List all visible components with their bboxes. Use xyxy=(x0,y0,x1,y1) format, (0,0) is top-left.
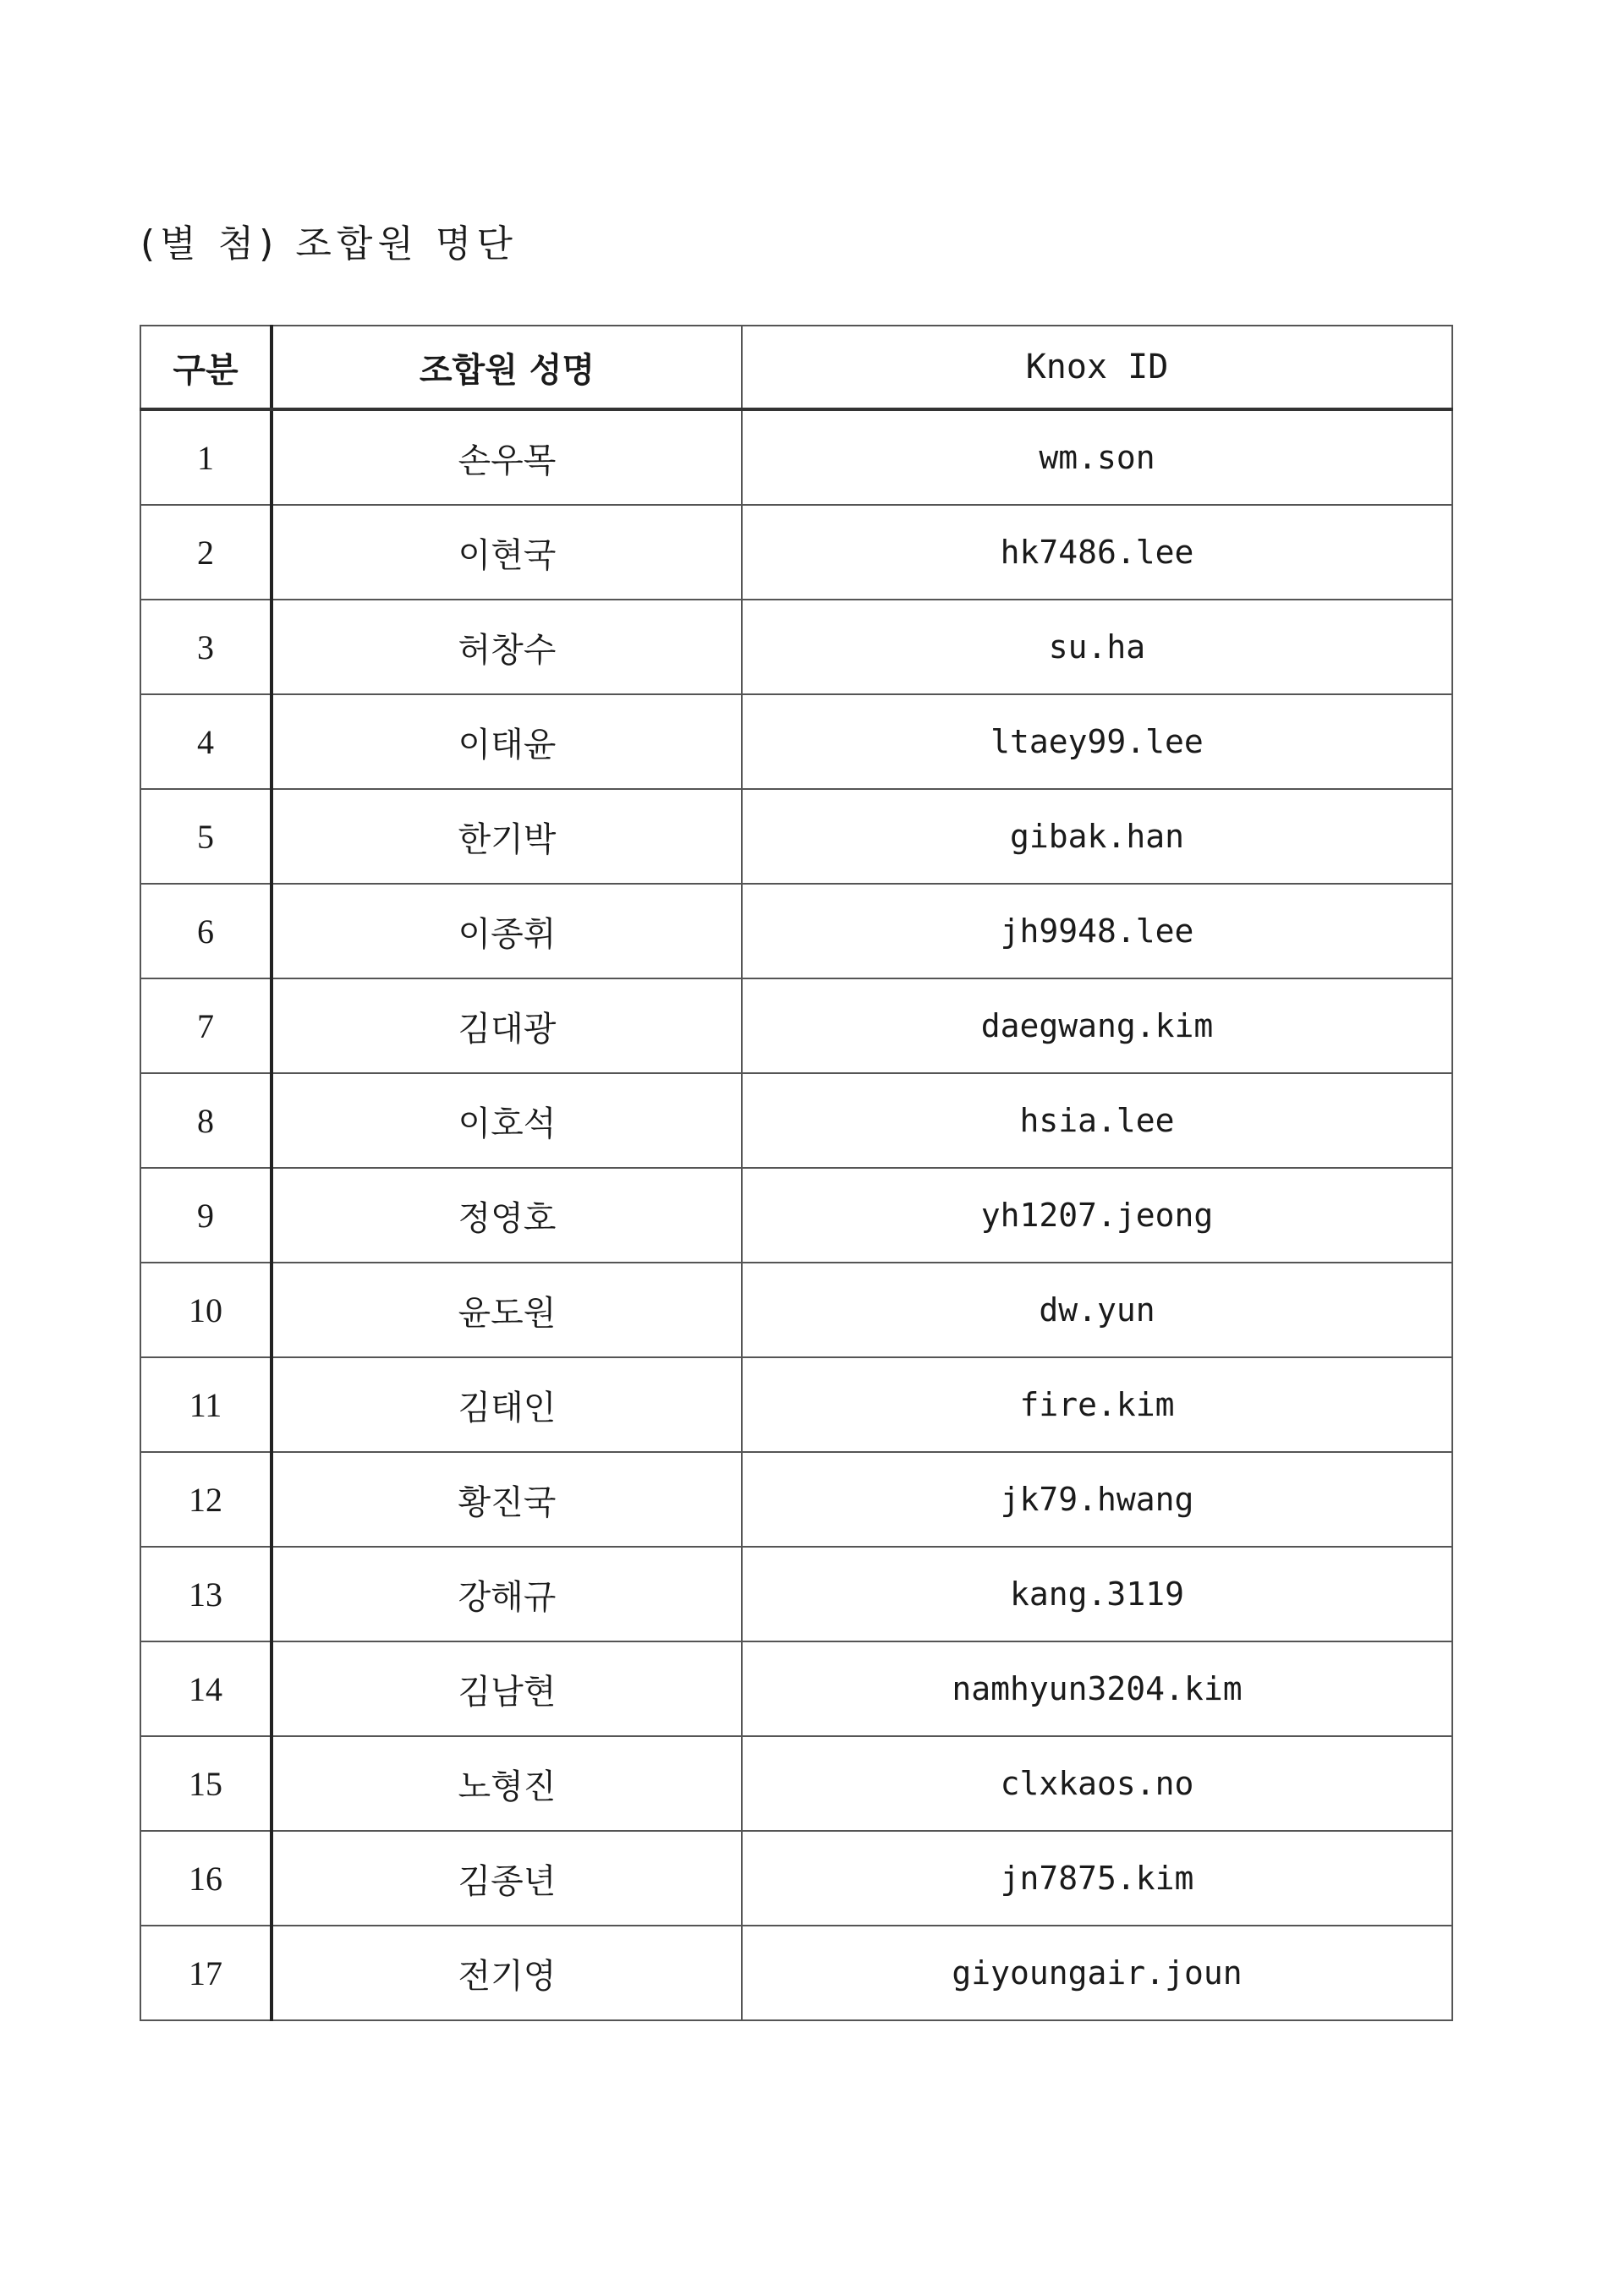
member-name: 강해규 xyxy=(272,1547,742,1641)
member-name: 김남현 xyxy=(272,1641,742,1736)
knox-id: hk7486.lee xyxy=(742,505,1452,600)
table-row xyxy=(140,1357,1452,1452)
table-row xyxy=(140,1736,1452,1831)
member-name: 정영호 xyxy=(272,1168,742,1263)
knox-id: daegwang.kim xyxy=(742,978,1452,1073)
member-name: 윤도원 xyxy=(272,1263,742,1357)
table-row xyxy=(140,1831,1452,1926)
table-row xyxy=(140,884,1452,978)
row-number: 7 xyxy=(140,978,272,1073)
member-name: 이현국 xyxy=(272,505,742,600)
row-number: 11 xyxy=(140,1357,272,1452)
row-number: 9 xyxy=(140,1168,272,1263)
knox-id: ltaey99.lee xyxy=(742,694,1452,789)
row-number: 17 xyxy=(140,1926,272,2020)
knox-id: jh9948.lee xyxy=(742,884,1452,978)
member-name: 전기영 xyxy=(272,1926,742,2020)
table-body xyxy=(140,409,1452,2020)
row-number: 1 xyxy=(140,409,272,505)
table-row xyxy=(140,1641,1452,1736)
knox-id: yh1207.jeong xyxy=(742,1168,1452,1263)
member-name: 손우목 xyxy=(272,409,742,505)
knox-id: fire.kim xyxy=(742,1357,1452,1452)
row-number: 4 xyxy=(140,694,272,789)
row-number: 8 xyxy=(140,1073,272,1168)
table-row xyxy=(140,505,1452,600)
member-roster-table xyxy=(140,325,1453,2021)
row-number: 14 xyxy=(140,1641,272,1736)
table-row xyxy=(140,409,1452,505)
member-name: 노형진 xyxy=(272,1736,742,1831)
header-row xyxy=(140,326,1452,409)
member-name: 이종휘 xyxy=(272,884,742,978)
knox-id: kang.3119 xyxy=(742,1547,1452,1641)
table-row xyxy=(140,789,1452,884)
member-name: 김종년 xyxy=(272,1831,742,1926)
member-name: 김대광 xyxy=(272,978,742,1073)
member-name: 황진국 xyxy=(272,1452,742,1547)
knox-id: giyoungair.joun xyxy=(742,1926,1452,2020)
table-row xyxy=(140,1547,1452,1641)
member-name: 허창수 xyxy=(272,600,742,694)
table-header xyxy=(140,326,1452,409)
member-name: 김태인 xyxy=(272,1357,742,1452)
table-row xyxy=(140,694,1452,789)
table-row xyxy=(140,1073,1452,1168)
row-number: 16 xyxy=(140,1831,272,1926)
table-row xyxy=(140,978,1452,1073)
knox-id: jk79.hwang xyxy=(742,1452,1452,1547)
knox-id: dw.yun xyxy=(742,1263,1452,1357)
member-name: 한기박 xyxy=(272,789,742,884)
member-name: 이태윤 xyxy=(272,694,742,789)
row-number: 5 xyxy=(140,789,272,884)
row-number: 15 xyxy=(140,1736,272,1831)
row-number: 13 xyxy=(140,1547,272,1641)
table-row xyxy=(140,1168,1452,1263)
knox-id: clxkaos.no xyxy=(742,1736,1452,1831)
document-title: (별 첨) 조합원 명단 xyxy=(140,222,518,266)
knox-id: su.ha xyxy=(742,600,1452,694)
knox-id: gibak.han xyxy=(742,789,1452,884)
table-row xyxy=(140,1926,1452,2020)
table-row xyxy=(140,600,1452,694)
table-row xyxy=(140,1263,1452,1357)
row-number: 2 xyxy=(140,505,272,600)
row-number: 10 xyxy=(140,1263,272,1357)
member-name: 이호석 xyxy=(272,1073,742,1168)
row-number: 3 xyxy=(140,600,272,694)
header-knox-id: Knox ID xyxy=(742,326,1452,409)
knox-id: hsia.lee xyxy=(742,1073,1452,1168)
knox-id: namhyun3204.kim xyxy=(742,1641,1452,1736)
header-member-name: 조합원 성명 xyxy=(272,326,742,409)
row-number: 6 xyxy=(140,884,272,978)
knox-id: jn7875.kim xyxy=(742,1831,1452,1926)
header-no: 구분 xyxy=(140,326,272,409)
table-row xyxy=(140,1452,1452,1547)
row-number: 12 xyxy=(140,1452,272,1547)
knox-id: wm.son xyxy=(742,409,1452,505)
